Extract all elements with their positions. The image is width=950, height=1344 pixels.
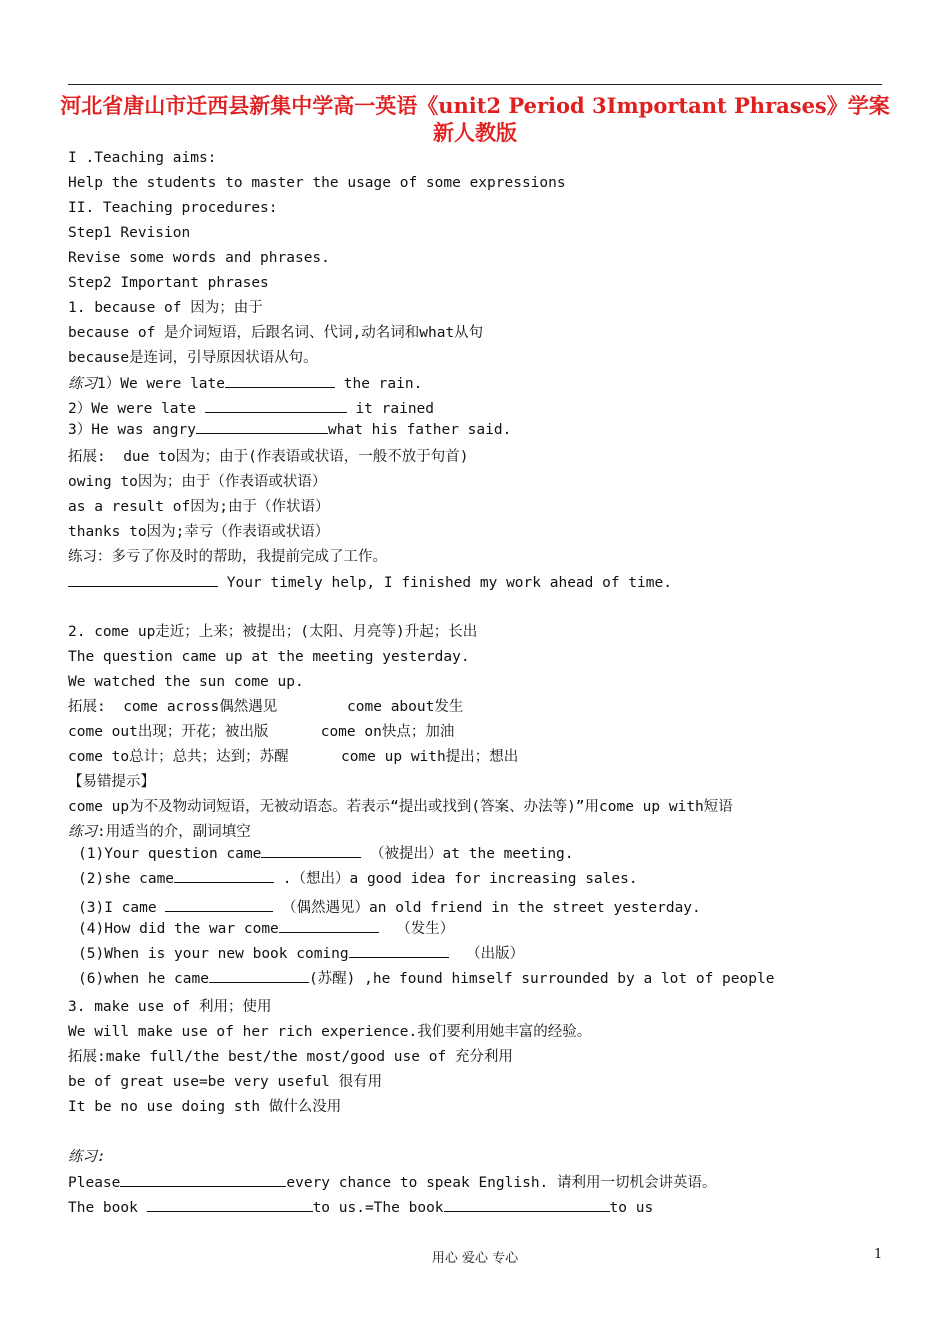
answer-blank[interactable]	[68, 572, 218, 587]
exercise-label: 练习	[68, 824, 97, 840]
exercise-3-item-2: (2)she came .（想出）a good idea for increasing sales.	[78, 868, 638, 889]
come-up-example-1: The question came up at the meeting yesterday.	[68, 649, 470, 665]
phrase-2-heading: 2. come up走近；上来；被提出；(太阳、月亮等)升起；长出	[68, 624, 478, 640]
page-footer: 用心 爱心 专心	[431, 1251, 519, 1266]
exercise-3-item-1: (1)Your question came （被提出）at the meeting.	[78, 843, 574, 864]
step1-heading: Step1 Revision	[68, 225, 191, 241]
top-rule	[68, 84, 882, 85]
exercise-3-item-3: (3)I came （偶然遇见）an old friend in the street yesterday.	[78, 897, 701, 918]
extension-come-across: 拓展: come across偶然遇见 come about发生	[68, 699, 464, 715]
exercise-4-heading: 练习:	[68, 1149, 106, 1165]
extension-no-use: It be no use doing sth 做什么没用	[68, 1099, 342, 1115]
answer-blank[interactable]	[261, 843, 361, 858]
answer-blank[interactable]	[279, 918, 379, 933]
error-tip-text: come up为不及物动词短语，无被动语态。若表示“提出或找到(答案、办法等)”用come up with短语	[68, 799, 733, 815]
exercise-2-line: Your timely help, I finished my work ahead of time.	[68, 572, 672, 593]
error-tip-heading: 【易错提示】	[68, 774, 155, 790]
exercise-4-line-2: The book to us.=The book to us	[68, 1197, 653, 1218]
extension-thanks-to: thanks to因为;幸亏（作表语或状语）	[68, 524, 330, 540]
exercise-3-item-5: (5)When is your new book coming （出版）	[78, 943, 524, 964]
answer-blank[interactable]	[205, 398, 347, 413]
exercise-2-prompt: 练习：多亏了你及时的帮助，我提前完成了工作。	[68, 549, 387, 565]
teaching-aims-heading: I .Teaching aims:	[68, 150, 217, 166]
because-note: because是连词，引导原因状语从句。	[68, 350, 318, 366]
teaching-procedures-heading: II. Teaching procedures:	[68, 200, 278, 216]
answer-blank[interactable]	[165, 897, 273, 912]
answer-blank[interactable]	[120, 1172, 286, 1187]
answer-blank[interactable]	[174, 868, 274, 883]
extension-as-a-result-of: as a result of因为;由于（作状语）	[68, 499, 330, 515]
document-title: 河北省唐山市迁西县新集中学高一英语《unit2 Period 3Important Phrases》学案新人教版	[60, 93, 890, 145]
phrase-1-heading: 1. because of 因为；由于	[68, 300, 263, 316]
answer-blank[interactable]	[349, 943, 449, 958]
teaching-aims-text: Help the students to master the usage of some expressions	[68, 175, 566, 191]
answer-blank[interactable]	[225, 373, 335, 388]
exercise-3-item-4: (4)How did the war come （发生）	[78, 918, 454, 939]
answer-blank[interactable]	[196, 419, 328, 434]
page-number: 1	[874, 1247, 883, 1262]
step1-text: Revise some words and phrases.	[68, 250, 330, 266]
answer-blank[interactable]	[444, 1197, 610, 1212]
come-up-example-2: We watched the sun come up.	[68, 674, 304, 690]
extension-due-to: 拓展: due to因为；由于(作表语或状语，一般不放于句首)	[68, 449, 469, 465]
exercise-label: 练习	[68, 376, 97, 392]
extension-come-to: come to总计；总共；达到；苏醒 come up with提出；想出	[68, 749, 519, 765]
exercise-1-line-1: 练习1）We were late the rain.	[68, 373, 422, 394]
because-of-note: because of 是介词短语，后跟名词、代词,动名词和what从句	[68, 325, 484, 341]
exercise-3-heading: 练习:用适当的介，副词填空	[68, 824, 251, 840]
make-use-of-example: We will make use of her rich experience.我们要利用她丰富的经验。	[68, 1024, 592, 1040]
extension-come-out: come out出现；开花；被出版 come on快点；加油	[68, 724, 455, 740]
extension-be-of-great-use: be of great use=be very useful 很有用	[68, 1074, 383, 1090]
step2-heading: Step2 Important phrases	[68, 275, 269, 291]
extension-make-full-use-of: 拓展:make full/the best/the most/good use of 充分利用	[68, 1049, 513, 1065]
exercise-3-item-6: (6)when he came (苏醒) ,he found himself surrounded by a lot of people	[78, 968, 774, 989]
answer-blank[interactable]	[209, 968, 309, 983]
phrase-3-heading: 3. make use of 利用；使用	[68, 999, 272, 1015]
answer-blank[interactable]	[147, 1197, 313, 1212]
exercise-1-line-3: 3）He was angry what his father said.	[68, 419, 511, 440]
extension-owing-to: owing to因为；由于（作表语或状语）	[68, 474, 327, 490]
exercise-1-line-2: 2）We were late it rained	[68, 398, 434, 419]
exercise-4-line-1: Please every chance to speak English. 请利用一切机会讲英语。	[68, 1172, 717, 1193]
